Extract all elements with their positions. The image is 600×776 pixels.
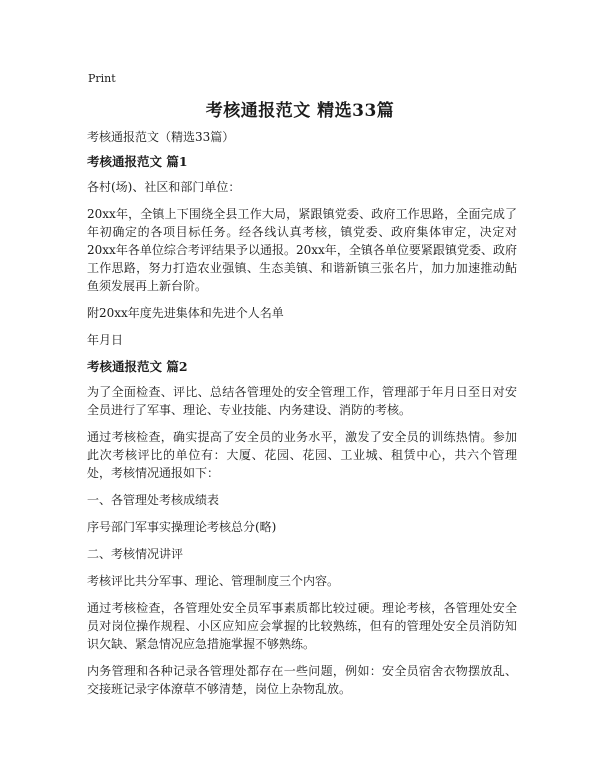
paragraph: 20xx年，全镇上下围绕全县工作大局，紧跟镇党委、政府工作思路，全面完成了年初确定的各项目标任务。经各线认真考核，镇党委、政府集体审定，决定对20xx年各单位综合考评结果予以通报。20xx年，全镇各单位要紧跟镇党委、政府工作思路，努力打造农业强镇、生态美镇、和谐新镇三张名片，加力加速推动鲇鱼须发展再上新台阶。: [87, 207, 517, 293]
paragraph: 附20xx年度先进集体和先进个人名单: [87, 306, 284, 320]
document-body: [87, 128, 517, 707]
page-title: 考核通报范文 精选33篇: [205, 101, 395, 121]
print-label: Print: [88, 72, 116, 85]
paragraph: 各村(场)、社区和部门单位：: [87, 180, 241, 194]
document-subtitle: 考核通报范文（精选33篇）: [87, 130, 235, 144]
paragraph: 年月日: [87, 333, 124, 347]
section-heading-2: 考核通报范文 篇2: [87, 359, 188, 374]
paragraph: 一、各管理处考核成绩表: [87, 493, 220, 507]
section-heading-1: 考核通报范文 篇1: [87, 154, 188, 169]
paragraph: 考核评比共分军事、理论、管理制度三个内容。: [87, 574, 340, 588]
paragraph: 通过考核检查，各管理处安全员军事素质都比较过硬。理论考核，各管理处安全员对岗位操作规程、小区应知应会掌握的比较熟练，但有的管理处安全员消防知识欠缺、紧急情况应急措施掌握不够熟练。: [87, 601, 517, 651]
paragraph: 内务管理和各种记录各管理处都存在一些问题，例如：安全员宿舍衣物摆放乱、交接班记录字体潦草不够清楚，岗位上杂物乱放。: [87, 664, 517, 696]
paragraph: 二、考核情况讲评: [87, 547, 184, 561]
paragraph: 为了全面检查、评比、总结各管理处的安全管理工作，管理部于年月日至日对安全员进行了军事、理论、专业技能、内务建设、消防的考核。: [87, 385, 517, 417]
paragraph: 序号部门军事实操理论考核总分(略): [87, 520, 277, 534]
paragraph: 通过考核检查，确实提高了安全员的业务水平，激发了安全员的训练热情。参加此次考核评比的单位有：大厦、花园、花园、工业城、租赁中心，共六个管理处，考核情况通报如下：: [87, 430, 517, 480]
